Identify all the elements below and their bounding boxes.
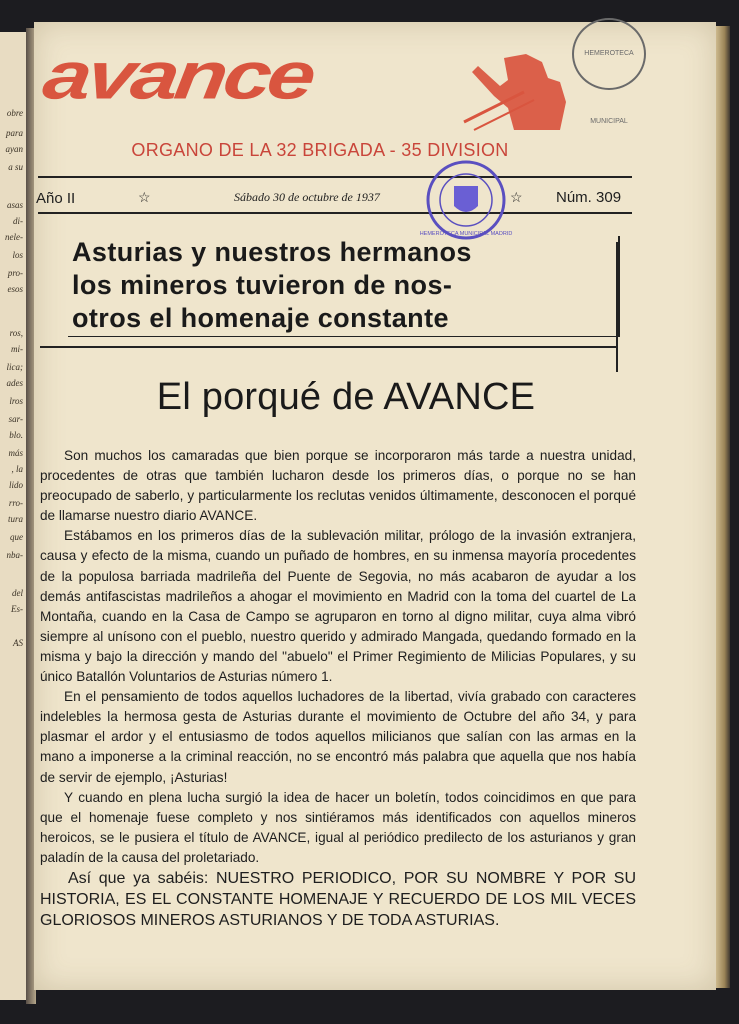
left-page-fragment: lica; bbox=[6, 362, 23, 372]
left-page-fragment: lido bbox=[8, 480, 23, 490]
left-page-fragment: di- bbox=[13, 216, 23, 226]
corner-stamp: HEMEROTECA MUNICIPAL bbox=[572, 18, 646, 90]
paragraph: Y cuando en plena lucha surgió la idea de hacer un boletín, todos coincidimos en que para que el homenaje fuese completo y nos sintiéramos más identificados con aquellos mineros heroicos, se le pusiera el título de AVANCE, igual al periódico predilecto de los asturianos y gran paladín de la causa del proletariado. bbox=[40, 789, 636, 865]
library-stamp-label: HEMEROTECA MUNICIPAL MADRID bbox=[419, 231, 513, 237]
left-page-fragment: rro- bbox=[8, 498, 23, 508]
paragraph: Estábamos en los primeros días de la sublevación militar, prólogo de la invasión extranjera, causa y efecto de la misma, cuando un puñado de hombres, en su inmensa mayoría procedentes de la populosa barriada madrileña del Puente de Segovia, no más acabaron de ayudar a los demás antifascistas madrileños a ahogar el movimiento en Madrid con la toma del cuartel de La Montaña, cuando en la Casa de Campo se agruparon en torno al digno militar, cuya alma vibró siempre al unísono con el pueblo, nuestro querido y admirado Mangada, quedando formado en la misma y bajo la dirección y mando del "abuelo" el Primer Regimiento de Milicias Populares, y su único Batallón Voluntarios de Asturias número 1. bbox=[40, 528, 636, 685]
left-page-fragment: que bbox=[10, 532, 23, 542]
article-body bbox=[40, 446, 636, 931]
left-page-fragment: nba- bbox=[6, 550, 23, 560]
left-page-fragment: ades bbox=[6, 378, 23, 388]
closing-lead: Así que ya sabéis: bbox=[68, 869, 216, 887]
star-icon: ☆ bbox=[138, 189, 151, 205]
issue-date: Sábado 30 de octubre de 1937 bbox=[234, 190, 380, 204]
library-stamp-icon bbox=[419, 158, 513, 242]
left-page-fragment: más bbox=[8, 448, 23, 458]
left-page-fragment: del bbox=[12, 588, 23, 598]
article-title: El porqué de AVANCE bbox=[156, 376, 536, 418]
rule-bottom bbox=[38, 212, 632, 214]
issue-number: Núm. 309 bbox=[556, 189, 622, 206]
left-page-fragment: para bbox=[5, 128, 23, 138]
left-page-fragment: esos bbox=[7, 284, 23, 294]
paragraph: En el pensamiento de todos aquellos luchadores de la libertad, vivía grabado con caracteres indelebles la hermosa gesta de Asturias durante el movimiento de Octubre del año 34, y para plasmar el ardor y el entusiasmo de todos aquellos milicianos que salían con las armas en la mano a imponerse a la criminal reacción, no se encontró más palabra que aquella que nos había de servir de ejemplo, ¡Asturias! bbox=[40, 689, 636, 785]
left-page-fragment: mi- bbox=[11, 344, 23, 354]
headline-line: Asturias y nuestros hermanos bbox=[72, 237, 472, 267]
left-page-fragment: Es- bbox=[11, 604, 23, 614]
masthead-logo: avance bbox=[38, 38, 317, 114]
left-page-fragment: asas bbox=[6, 200, 23, 210]
left-page-fragment: sar- bbox=[8, 414, 23, 424]
issue-year: Año II bbox=[36, 190, 76, 207]
closing-emphasis: NUESTRO PERIODICO, POR SU NOMBRE Y POR SU HISTORIA, ES EL CONSTANTE HOMENAJE Y RECUERDO DE LOS MIL VECES GLORIOSOS MINEROS ASTURIANOS Y DE TODA ASTURIAS. bbox=[40, 869, 637, 929]
headline-line: otros el homenaje constante bbox=[72, 303, 449, 333]
star-icon: ☆ bbox=[510, 189, 523, 205]
page-edge bbox=[716, 26, 730, 988]
closing-paragraph bbox=[40, 868, 636, 931]
issue-info-bar bbox=[36, 186, 634, 212]
headline-side-rule bbox=[616, 242, 618, 372]
headline-line: los mineros tuvieron de nos- bbox=[72, 270, 453, 300]
left-page-edge bbox=[0, 32, 28, 1000]
headline bbox=[68, 236, 618, 335]
masthead-subtitle: ORGANO DE LA 32 BRIGADA - 35 DIVISION bbox=[131, 140, 509, 160]
headline-underline bbox=[40, 346, 618, 348]
rule-top bbox=[38, 176, 632, 178]
left-page-fragment: blo. bbox=[9, 430, 23, 440]
left-page-fragment: a su bbox=[8, 162, 23, 172]
paragraph: Son muchos los camaradas que bien porque se incorporaron más tarde a nuestra unidad, procedentes de otras que también lucharon desde los primeros días, o porque no se han preocupado de saberlo, y particularmente los reclutas venidos últimamente, desconocen el porqué de llamarse nuestro diario AVANCE. bbox=[40, 448, 636, 524]
left-page-fragment: lros bbox=[9, 396, 23, 406]
left-page-fragment: tura bbox=[7, 514, 23, 524]
left-page-fragment: ros, bbox=[9, 328, 23, 338]
left-page-fragment: obre bbox=[6, 108, 23, 118]
left-page-fragment: ayan bbox=[5, 144, 23, 154]
headline-box bbox=[68, 236, 620, 337]
left-page-fragment: , la bbox=[11, 464, 23, 474]
left-page-fragment: pro- bbox=[7, 268, 23, 278]
soldier-figure-illustration bbox=[464, 52, 574, 132]
left-page-fragment: los bbox=[12, 250, 23, 260]
left-page-fragment: AS bbox=[13, 638, 23, 648]
left-page-fragment: nele- bbox=[5, 232, 23, 242]
